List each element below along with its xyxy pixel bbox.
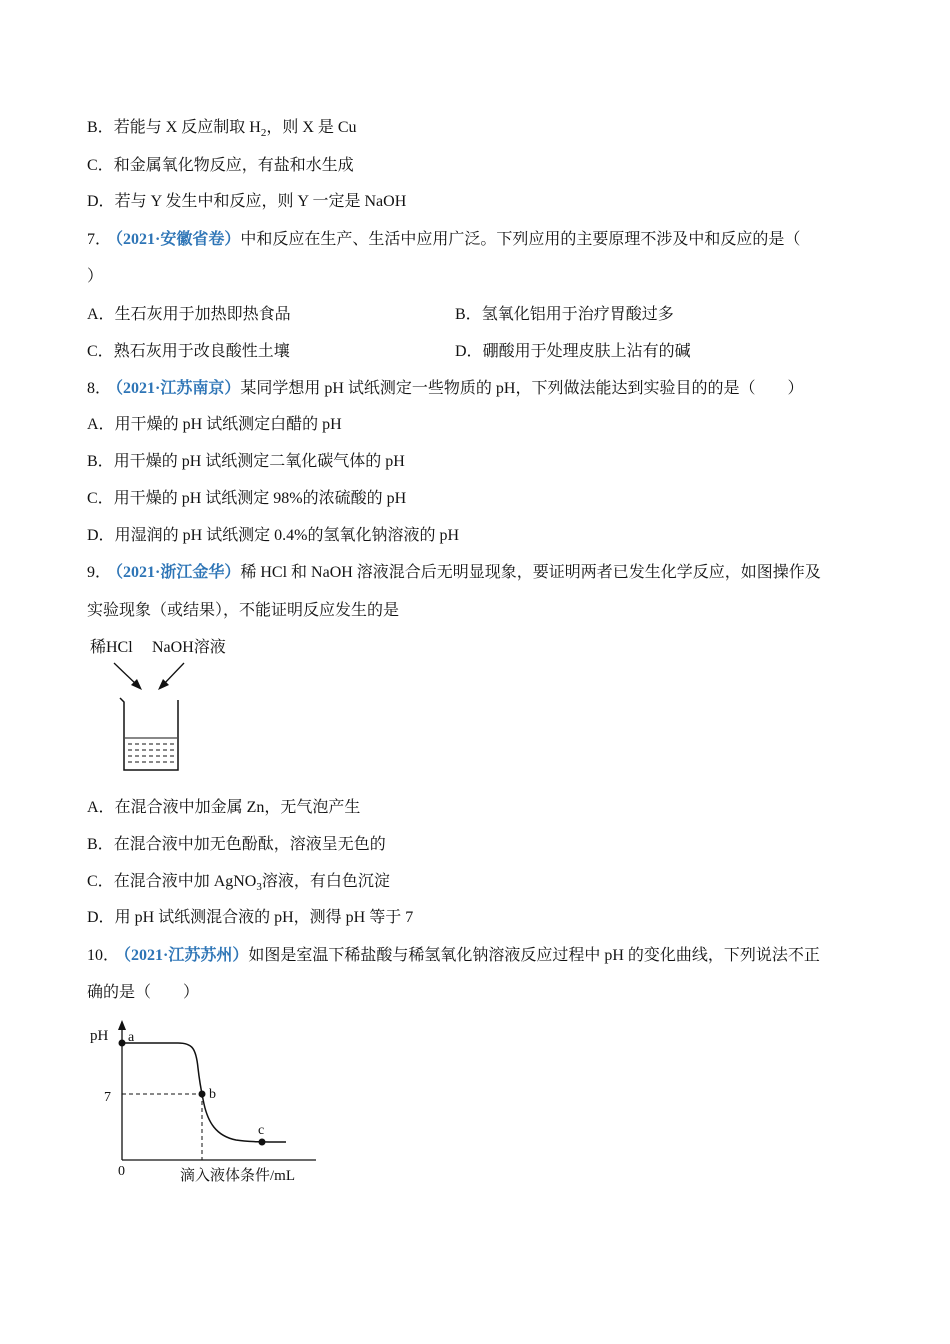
point-b bbox=[199, 1091, 206, 1098]
point-a-label: a bbox=[128, 1030, 135, 1045]
option-text: 用湿润的 pH 试纸测定 0.4%的氢氧化钠溶液的 pH bbox=[114, 527, 460, 544]
question-text: 如图是室温下稀盐酸与稀氢氧化钠溶液反应过程中 pH 的变化曲线，下列说法不正 bbox=[248, 947, 820, 964]
option-label: B． bbox=[87, 119, 114, 136]
option-label: C． bbox=[87, 873, 114, 890]
option-text: 用 pH 试纸测混合液的 pH，测得 pH 等于 7 bbox=[114, 909, 414, 926]
question-number: 10． bbox=[87, 947, 120, 964]
option-label: B． bbox=[455, 306, 482, 323]
label-dilute-hcl: 稀HCl bbox=[90, 639, 133, 656]
option-label: D． bbox=[87, 527, 115, 544]
question-text: ） bbox=[87, 268, 104, 285]
subscript: 3 bbox=[256, 881, 262, 894]
q10-stem-cont bbox=[87, 982, 199, 1004]
option-label: D． bbox=[455, 343, 483, 360]
option-text: 若能与 X 反应制取 H bbox=[113, 119, 261, 136]
option-text: 生石灰用于加热即热食品 bbox=[114, 306, 291, 323]
label-naoh-solution: NaOH溶液 bbox=[152, 639, 226, 656]
option-text: 氢氧化铝用于治疗胃酸过多 bbox=[481, 306, 674, 323]
option-label: A． bbox=[87, 416, 115, 433]
point-a bbox=[119, 1040, 126, 1047]
q7-stem bbox=[87, 229, 800, 251]
beaker-icon bbox=[120, 698, 178, 770]
question-source: （2021·浙江金华） bbox=[115, 564, 241, 581]
q7-option-d bbox=[455, 341, 691, 363]
q9-stem bbox=[87, 562, 821, 584]
question-source: （2021·安徽省卷） bbox=[115, 231, 241, 248]
option-text: 用干燥的 pH 试纸测定 98%的浓硫酸的 pH bbox=[113, 490, 407, 507]
option-text: 用干燥的 pH 试纸测定二氧化碳气体的 pH bbox=[113, 453, 405, 470]
q8-stem bbox=[87, 378, 803, 400]
question-source: （2021·江苏苏州） bbox=[123, 947, 249, 964]
option-text: 熟石灰用于改良酸性土壤 bbox=[113, 343, 290, 360]
option-text: 硼酸用于处理皮肤上沾有的碱 bbox=[482, 343, 691, 360]
subscript: 2 bbox=[260, 127, 267, 140]
option-text: 用干燥的 pH 试纸测定白醋的 pH bbox=[114, 416, 342, 433]
option-text: 若与 Y 发生中和反应，则 Y 一定是 NaOH bbox=[114, 193, 407, 210]
y-axis-label: pH bbox=[90, 1028, 109, 1044]
option-label: C． bbox=[87, 343, 114, 360]
option-text: 和金属氧化物反应，有盐和水生成 bbox=[113, 157, 354, 174]
q8-option-d bbox=[87, 525, 459, 547]
q7-option-c bbox=[87, 341, 290, 363]
arrow-right-icon bbox=[158, 663, 184, 690]
option-label: A． bbox=[87, 799, 115, 816]
q9-option-b bbox=[87, 834, 386, 856]
question-text: 某同学想用 pH 试纸测定一些物质的 pH，下列做法能达到实验目的的是（ ） bbox=[240, 380, 804, 397]
point-c bbox=[259, 1139, 266, 1146]
x-axis-label: 滴入液体条件/mL bbox=[180, 1168, 295, 1184]
option-text: 在混合液中加 AgNO bbox=[113, 873, 257, 890]
option-text: 溶液，有白色沉淀 bbox=[261, 873, 390, 890]
point-c-label: c bbox=[258, 1123, 265, 1138]
arrow-left-icon bbox=[114, 663, 142, 690]
option-label: D． bbox=[87, 193, 115, 210]
question-text: 实验现象（或结果），不能证明反应发生的是 bbox=[87, 602, 400, 619]
question-text: 中和反应在生产、生活中应用广泛。下列应用的主要原理不涉及中和反应的是（ bbox=[240, 231, 801, 248]
option-text: ，则 X 是 Cu bbox=[266, 119, 357, 136]
y-axis-arrow-icon bbox=[118, 1020, 126, 1030]
q9-option-c bbox=[87, 871, 390, 898]
q8-option-b bbox=[87, 451, 405, 473]
question-text: 稀 HCl 和 NaOH 溶液混合后无明显现象，要证明两者已发生化学反应，如图操作及 bbox=[240, 564, 821, 581]
option-text: 在混合液中加金属 Zn，无气泡产生 bbox=[114, 799, 361, 816]
question-source: （2021·江苏南京） bbox=[115, 380, 241, 397]
q6-option-c bbox=[87, 155, 354, 177]
option-text: 在混合液中加无色酚酞，溶液呈无色的 bbox=[113, 836, 386, 853]
y-tick-7: 7 bbox=[104, 1090, 111, 1105]
q9-option-a bbox=[87, 797, 360, 819]
option-label: A． bbox=[87, 306, 115, 323]
q7-option-b bbox=[455, 304, 674, 326]
q8-option-a bbox=[87, 414, 342, 436]
question-text: 确的是（ ） bbox=[87, 984, 200, 1001]
option-label: B． bbox=[87, 453, 114, 470]
q6-option-d bbox=[87, 191, 406, 213]
q9-option-d bbox=[87, 907, 413, 929]
q10-stem bbox=[87, 945, 820, 967]
origin-label: 0 bbox=[118, 1164, 125, 1179]
q7-stem-cont bbox=[87, 266, 103, 288]
beaker-figure bbox=[86, 630, 246, 778]
ph-curve-chart bbox=[86, 1018, 326, 1188]
q8-option-c bbox=[87, 488, 406, 510]
option-label: D． bbox=[87, 909, 115, 926]
question-number: 7． bbox=[87, 231, 112, 248]
option-label: B． bbox=[87, 836, 114, 853]
question-number: 9． bbox=[87, 564, 112, 581]
option-label: C． bbox=[87, 490, 114, 507]
q7-option-a bbox=[87, 304, 291, 326]
option-label: C． bbox=[87, 157, 114, 174]
q9-stem-cont bbox=[87, 600, 399, 622]
q6-option-b bbox=[87, 117, 357, 144]
point-b-label: b bbox=[209, 1087, 216, 1102]
question-number: 8． bbox=[87, 380, 112, 397]
